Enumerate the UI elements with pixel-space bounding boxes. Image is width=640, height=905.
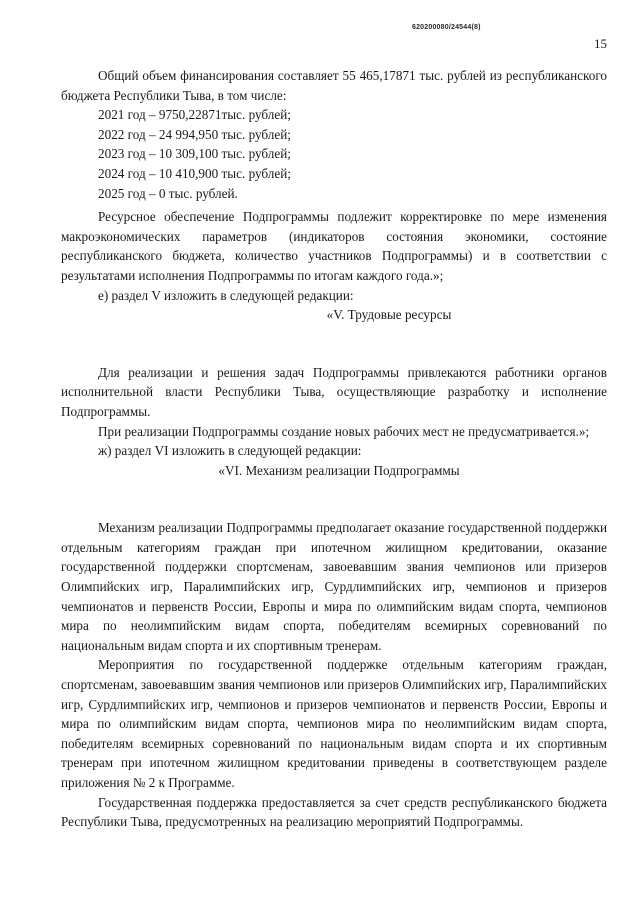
- document-body: [61, 66, 607, 832]
- year-line-2025: 2025 год – 0 тыс. рублей.: [98, 185, 238, 201]
- mechanism-paragraph: Механизм реализации Подпрограммы предполагает оказание государственной поддержки отдельным категориям граждан при ипотечном жилищном кредитовании, оказание государственной поддержки спортсменам, завоевавшим звания чемпионов или призеров Олимпийских игр, Паралимпийских игр, Сурдлимпийских игр, чемпионов и призеров чемпионатов и первенств России, Европы и мира по олимпийским видам спорта, чемпионов мира по неолимпийским видам спорта, победителям всемирных соревнований по национальным видам спорта и их спортивным тренерам.: [61, 520, 607, 653]
- state-support-paragraph: Государственная поддержка предоставляется за счет средств республиканского бюджета Республики Тыва, предусмотренных на реализацию мероприятий Подпрограммы.: [61, 794, 607, 830]
- amendment-section-vi: ж) раздел VI изложить в следующей редакции:: [98, 443, 362, 459]
- support-measures-paragraph: Мероприятия по государственной поддержке отдельным категориям граждан, спортсменам, завоевавшим звания чемпионов или призеров Олимпийских игр, Паралимпийских игр, Сурдлимпийских игр, чемпионов и призеров чемпионатов и первенств России, Европы и мира по олимпийским видам спорта, чемпионов мира по неолимпийским видам спорта, победителям всемирных соревнований по национальным видам спорта и их спортивным тренерам при ипотечном жилищном кредитовании приведены в соответствующем разделе приложения № 2 к Программе.: [61, 657, 607, 790]
- page-number: 15: [594, 36, 607, 51]
- labor-resources-paragraph: Для реализации и решения задач Подпрограммы привлекаются работники органов исполнительной власти Республики Тыва, осуществляющие разработку и исполнение Подпрограммы.: [61, 364, 607, 419]
- year-line-2023: 2023 год – 10 309,100 тыс. рублей;: [98, 146, 291, 162]
- document-id: 620200080/24544(8): [412, 24, 481, 31]
- new-jobs-paragraph: При реализации Подпрограммы создание новых рабочих мест не предусматривается.»;: [98, 423, 590, 439]
- financing-paragraph: Общий объем финансирования составляет 55 465,17871 тыс. рублей из республиканского бюджета Республики Тыва, в том числе:: [61, 68, 607, 103]
- year-line-2022: 2022 год – 24 994,950 тыс. рублей;: [98, 126, 291, 142]
- section-v-heading: «V. Трудовые ресурсы: [326, 307, 452, 323]
- year-line-2021: 2021 год – 9750,22871тыс. рублей;: [98, 107, 291, 123]
- year-line-2024: 2024 год – 10 410,900 тыс. рублей;: [98, 165, 291, 181]
- section-vi-heading: «VI. Механизм реализации Подпрограммы: [218, 462, 460, 478]
- amendment-section-v: е) раздел V изложить в следующей редакции:: [98, 287, 354, 303]
- resource-provision-paragraph: Ресурсное обеспечение Подпрограммы подлежит корректировке по мере изменения макроэкономических параметров (индикаторов состояния экономики, состояние республиканского бюджета, количество участников Подпрограммы) и в соответствии с результатами исполнения Подпрограммы по итогам каждого года.»;: [61, 209, 607, 283]
